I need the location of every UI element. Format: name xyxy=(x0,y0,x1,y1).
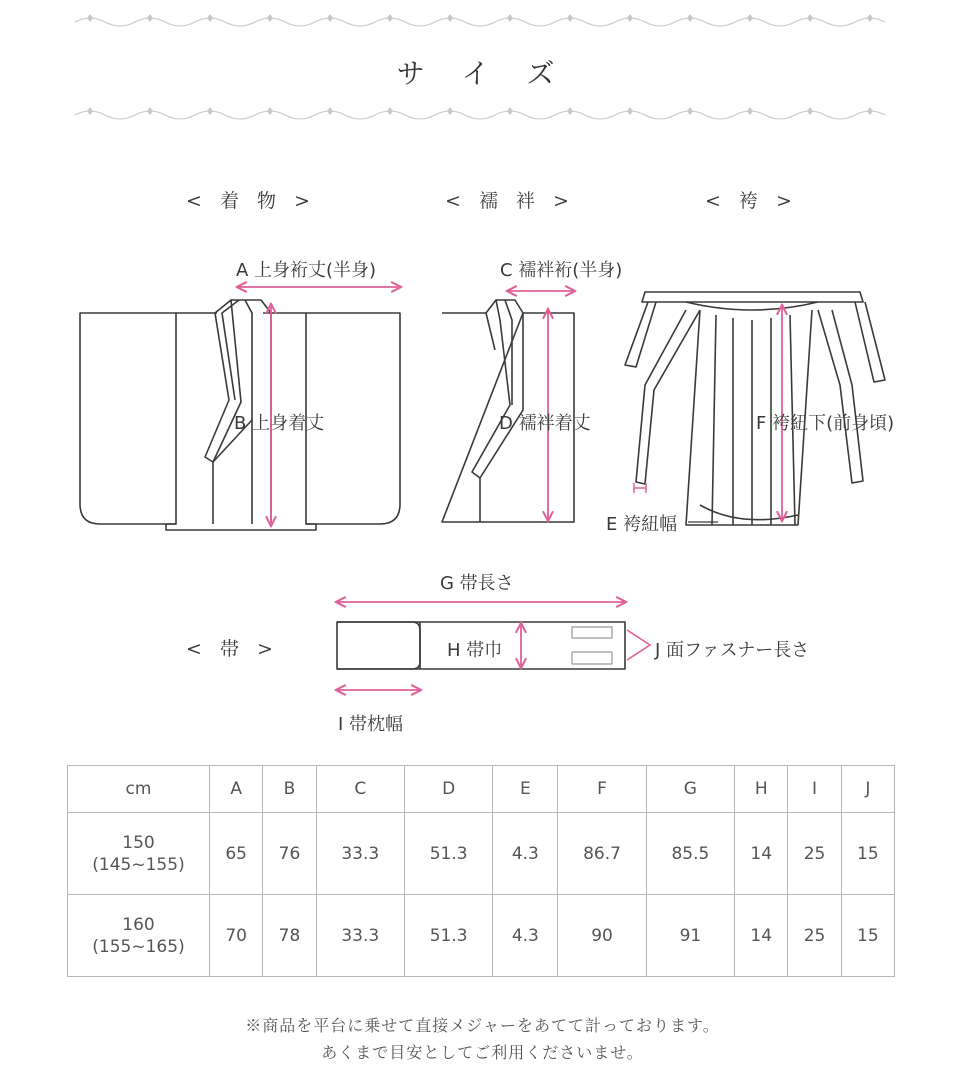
ornament-flower-icon xyxy=(267,107,273,115)
note-line-2: あくまで目安としてご利用くださいませ。 xyxy=(321,1043,644,1062)
table-cell: 76 xyxy=(263,813,316,895)
table-header-row xyxy=(68,766,895,813)
table-cell: 85.5 xyxy=(646,813,734,895)
section-kimono: < 着 物 > xyxy=(186,190,316,212)
ornament-flower-icon xyxy=(327,107,333,115)
ornament-flower-icon xyxy=(567,107,573,115)
table-header-cell: cm xyxy=(68,766,210,813)
ornament-flower-icon xyxy=(267,14,273,22)
table-header-cell: B xyxy=(263,766,316,813)
page-title: サ イ ズ xyxy=(396,57,569,90)
ornament-flower-icon xyxy=(147,107,153,115)
table-cell: 78 xyxy=(263,895,316,977)
label-e: E 袴紐幅 xyxy=(606,514,678,535)
note-line-1: ※商品を平台に乗せて直接メジャーをあてて計っております。 xyxy=(245,1016,720,1035)
label-f: F 袴紐下(前身頃) xyxy=(756,413,895,434)
ornament-flower-icon xyxy=(327,14,333,22)
section-juban: < 襦 袢 > xyxy=(445,190,575,212)
table-header-cell: I xyxy=(788,766,841,813)
ornament-flower-icon xyxy=(807,14,813,22)
ornament-flower-icon xyxy=(207,107,213,115)
section-obi: < 帯 > xyxy=(186,638,279,660)
table-cell: 51.3 xyxy=(404,895,492,977)
label-g: G 帯長さ xyxy=(440,573,514,594)
table-header-cell: J xyxy=(841,766,894,813)
table-cell: 25 xyxy=(788,895,841,977)
table-cell: 15 xyxy=(841,813,894,895)
size-range: (145~155) xyxy=(92,854,185,875)
table-row xyxy=(68,813,895,895)
table-cell: 86.7 xyxy=(558,813,646,895)
row-size-cell xyxy=(68,813,210,895)
ornament-flower-icon xyxy=(447,107,453,115)
ornament-flower-icon xyxy=(507,107,513,115)
table-header-cell: A xyxy=(210,766,263,813)
size-table xyxy=(67,765,895,977)
ornament-flower-icon xyxy=(627,14,633,22)
ornament-flower-icon xyxy=(747,14,753,22)
label-c: C 襦袢裄(半身) xyxy=(500,260,623,281)
table-cell: 33.3 xyxy=(316,895,404,977)
table-cell: 14 xyxy=(735,895,788,977)
ornament-flower-icon xyxy=(447,14,453,22)
row-size-cell xyxy=(68,895,210,977)
table-cell: 4.3 xyxy=(493,895,558,977)
table-cell: 33.3 xyxy=(316,813,404,895)
table-cell: 15 xyxy=(841,895,894,977)
ornament-flower-icon xyxy=(87,107,93,115)
size-value: 160 xyxy=(122,914,155,935)
table-row xyxy=(68,895,895,977)
table-cell: 70 xyxy=(210,895,263,977)
ornament-bottom xyxy=(75,111,885,119)
table-header-cell: H xyxy=(735,766,788,813)
label-j: J 面ファスナー長さ xyxy=(655,640,810,661)
label-b: B 上身着丈 xyxy=(234,413,325,434)
label-d: D 襦袢着丈 xyxy=(499,413,591,434)
label-h: H 帯巾 xyxy=(447,640,503,661)
table-cell: 51.3 xyxy=(404,813,492,895)
table-header-cell: G xyxy=(646,766,734,813)
ornament-flower-icon xyxy=(147,14,153,22)
table-header-cell: D xyxy=(404,766,492,813)
ornament-flower-icon xyxy=(567,14,573,22)
ornament-flower-icon xyxy=(807,107,813,115)
table-header-cell: E xyxy=(493,766,558,813)
ornament-top xyxy=(75,18,885,26)
table-cell: 65 xyxy=(210,813,263,895)
size-value: 150 xyxy=(122,832,155,853)
ornament-flower-icon xyxy=(747,107,753,115)
ornament-flower-icon xyxy=(627,107,633,115)
ornament-flower-icon xyxy=(867,107,873,115)
ornament-flower-icon xyxy=(207,14,213,22)
ornament-flower-icon xyxy=(687,107,693,115)
size-range: (155~165) xyxy=(92,936,185,957)
label-i: I 帯枕幅 xyxy=(338,714,404,735)
table-cell: 14 xyxy=(735,813,788,895)
label-a: A 上身裄丈(半身) xyxy=(236,260,377,281)
ornament-flower-icon xyxy=(867,14,873,22)
table-header-cell: C xyxy=(316,766,404,813)
table-cell: 4.3 xyxy=(493,813,558,895)
table-cell: 91 xyxy=(646,895,734,977)
table-header-cell: F xyxy=(558,766,646,813)
ornament-flower-icon xyxy=(87,14,93,22)
ornament-flower-icon xyxy=(507,14,513,22)
table-cell: 90 xyxy=(558,895,646,977)
ornament-flower-icon xyxy=(687,14,693,22)
ornament-flower-icon xyxy=(387,14,393,22)
arrow-j xyxy=(627,630,650,660)
ornament-flower-icon xyxy=(387,107,393,115)
section-hakama: < 袴 > xyxy=(705,190,798,212)
table-cell: 25 xyxy=(788,813,841,895)
